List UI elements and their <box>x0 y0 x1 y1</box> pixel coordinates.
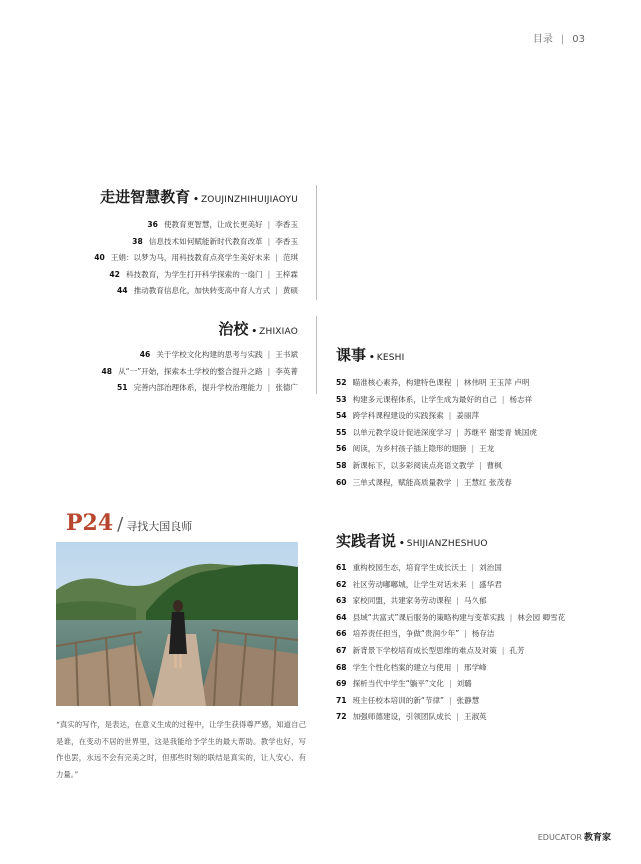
page-footer <box>538 830 611 843</box>
footer-roman: EDUCATOR <box>537 833 582 842</box>
toc-item[interactable]: 53 构建多元课程体系，让学生成为最好的自己 | 杨志祥 <box>336 394 533 404</box>
toc-list-keshi <box>336 375 537 491</box>
toc-item[interactable]: 48 从“一”开始，探索本土学校的整合提升之路 | 李英菁 <box>101 366 298 376</box>
toc-item[interactable]: 72 加强师德建设，引领团队成长 | 王淑英 <box>336 712 487 722</box>
footer-brand: 教育家 <box>583 833 611 843</box>
feature-page: P24 <box>66 510 114 536</box>
toc-item[interactable]: 66 培养责任担当，争做“贵润少年” | 杨存洁 <box>336 629 495 639</box>
toc-item[interactable]: 36 使教育更智慧，让成长更美好 | 李香玉 <box>147 220 298 229</box>
header-divider: | <box>560 34 565 45</box>
toc-list-zoujin <box>94 217 298 300</box>
feature-quote: “真实的写作，是表达，在意义生成的过程中，让学生获得尊严感，知道自己是谁，在变动不居的世界里，这是我能给予学生的最大帮助。教学也好，写作也罢，永远不会有完美之时，但那些时刻的联结是真实的，让人安心、有力量。” <box>56 720 306 779</box>
toc-item[interactable]: 42 科技教育，为学生打开科学探索的一扇门 | 王梓霖 <box>109 269 298 279</box>
toc-item[interactable]: 63 家校同盟，共建家务劳动课程 | 马久郁 <box>336 596 487 606</box>
toc-item[interactable]: 38 信息技术如何赋能新时代教育改革 | 李香玉 <box>132 236 298 246</box>
section-title-zoujin: 走进智慧教育 • ZOUJINZHIHUIJIAOYU <box>100 188 298 206</box>
page-header <box>533 30 585 45</box>
toc-item[interactable]: 55 以单元教学设计促进深度学习 | 苏继平 谢雯青 姚国虎 <box>336 427 538 437</box>
toc-item[interactable]: 54 跨学科课程建设的实践探索 | 姜丽萍 <box>336 411 480 421</box>
feature-heading[interactable]: P24 / 寻找大国良师 <box>66 510 193 536</box>
toc-list-shijian <box>336 560 565 726</box>
toc-item[interactable]: 60 三单式课程，赋能高质量教学 | 王慧红 张茂春 <box>336 477 512 487</box>
toc-item[interactable]: 40 王娟：以梦为马，用科技教育点亮学生美好未来 | 范琪 <box>94 253 298 263</box>
toc-item[interactable]: 44 推动教育信息化，加快转变高中育人方式 | 黄硕 <box>116 286 298 296</box>
toc-item[interactable]: 51 完善内部治理体系，提升学校治理能力 | 张德广 <box>116 383 298 393</box>
section-title-keshi: 课事 • KESHI <box>336 346 405 364</box>
toc-list-zhixiao <box>102 347 298 397</box>
toc-item[interactable]: 46 关于学校文化构建的思考与实践 | 王书斌 <box>139 350 298 359</box>
feature-title: 寻找大国良师 <box>126 520 193 533</box>
section-title-zhixiao: 治校 • ZHIXIAO <box>218 320 298 338</box>
toc-item[interactable]: 56 阅读，为乡村孩子插上隐形的翅膀 | 王龙 <box>336 444 495 454</box>
toc-item[interactable]: 69 探析当代中学生“躺平”文化 | 刘璐 <box>336 679 472 689</box>
toc-item[interactable]: 62 社区劳动嘟嘟城，让学生对话未来 | 盛华君 <box>336 579 502 589</box>
toc-item[interactable]: 67 新背景下学校培育成长型思维的难点及对策 | 孔芳 <box>336 645 525 655</box>
section-title-shijian: 实践者说 • SHIJIANZHESHUO <box>336 532 488 550</box>
divider-top <box>316 185 317 300</box>
toc-label: 目录 <box>532 34 553 45</box>
toc-item[interactable]: 71 班主任校本培训的新“节律” | 张静慧 <box>336 695 480 705</box>
divider-middle <box>316 316 317 394</box>
toc-item[interactable]: 61 重构校园生态，培育学生成长沃土 | 刘治国 <box>336 563 502 572</box>
toc-item[interactable]: 64 县域“共富式”课后服务的策略构建与变革实践 | 林会园 卿雪花 <box>336 612 566 622</box>
page-number: 03 <box>572 34 585 45</box>
toc-item[interactable]: 58 新课标下，以多彩阅读点亮语文教学 | 曹枫 <box>336 460 502 470</box>
toc-item[interactable]: 52 瞄准核心素养，构建特色课程 | 林伟明 王玉萍 卢明 <box>336 378 530 387</box>
toc-item[interactable]: 68 学生个性化档案的建立与使用 | 邢学峰 <box>336 662 487 672</box>
feature-photo <box>56 542 298 706</box>
